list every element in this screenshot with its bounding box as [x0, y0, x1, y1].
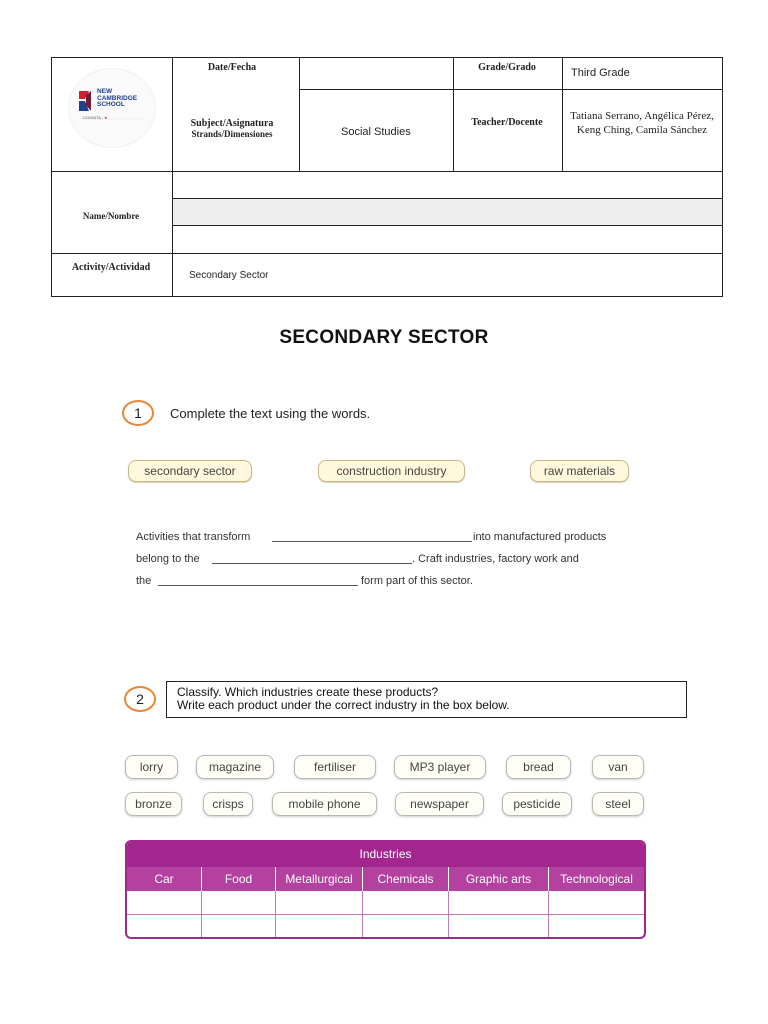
name-field-row-3[interactable] — [172, 225, 722, 250]
school-name-line-3: SCHOOL — [97, 101, 125, 108]
column-metallurgical: Metallurgical — [275, 867, 362, 891]
activity-label: Activity/Actividad — [71, 262, 151, 273]
word-chip-raw-materials[interactable]: raw materials — [530, 460, 629, 482]
subject-label: Subject/Asignatura — [190, 118, 274, 129]
product-chip-crisps[interactable]: crisps — [203, 792, 253, 816]
text-line-1-end: into manufactured products — [473, 531, 607, 543]
exercise-2-number: 2 — [124, 686, 156, 712]
column-technological: Technological — [548, 867, 644, 891]
page-title: SECONDARY SECTOR — [279, 327, 489, 348]
word-chip-construction-industry[interactable]: construction industry — [318, 460, 465, 482]
exercise-2-instruction-box — [166, 681, 687, 718]
product-chip-fertiliser[interactable]: fertiliser — [294, 755, 376, 779]
product-chip-pesticide[interactable]: pesticide — [502, 792, 572, 816]
text-line-2-start: belong to the — [136, 553, 200, 565]
blank-1[interactable] — [272, 541, 472, 542]
industries-answer-cells[interactable] — [127, 891, 644, 937]
column-chemicals: Chemicals — [362, 867, 448, 891]
product-chip-newspaper[interactable]: newspaper — [395, 792, 484, 816]
product-chip-van[interactable]: van — [592, 755, 644, 779]
group-name: COGNITA — [83, 115, 101, 120]
text-line-3-start: the — [136, 575, 152, 587]
exercise-2-instruction-line-1: Classify. Which industries create these products? — [177, 685, 439, 699]
teacher-label: Teacher/Docente — [471, 117, 543, 128]
blank-3[interactable] — [158, 585, 358, 586]
blank-2[interactable] — [212, 563, 412, 564]
product-chip-magazine[interactable]: magazine — [196, 755, 274, 779]
grade-label: Grade/Grado — [478, 62, 536, 73]
name-field-row-2[interactable] — [172, 198, 722, 223]
grade-value: Third Grade — [571, 67, 630, 79]
industries-table — [125, 840, 646, 939]
teacher-names-line-2: Keng Ching, Camila Sánchez — [576, 124, 708, 136]
product-chip-steel[interactable]: steel — [592, 792, 644, 816]
strands-label: Strands/Dimensiones — [191, 129, 273, 139]
column-food: Food — [201, 867, 275, 891]
school-name-line-1: NEW — [97, 88, 113, 95]
text-line-2-end: . Craft industries, factory work and — [412, 553, 579, 565]
school-logo: NEW CAMBRIDGE SCHOOL COGNITA | ★ — [68, 68, 156, 148]
teacher-names-line-1: Tatiana Serrano, Angélica Pérez, — [570, 110, 714, 122]
industries-table-title: Industries — [127, 842, 644, 867]
school-name-line-2: CAMBRIDGE — [97, 94, 138, 102]
subject-value: Social Studies — [341, 126, 411, 138]
text-line-3-end: form part of this sector. — [361, 575, 473, 587]
exercise-1-number: 1 — [122, 400, 154, 426]
exercise-1-instruction: Complete the text using the words. — [170, 406, 371, 421]
product-chip-mobile-phone[interactable]: mobile phone — [272, 792, 377, 816]
word-chip-secondary-sector[interactable]: secondary sector — [128, 460, 252, 482]
industries-header-row — [127, 867, 644, 891]
product-chip-bread[interactable]: bread — [506, 755, 571, 779]
column-graphic-arts: Graphic arts — [448, 867, 548, 891]
name-field-row-1[interactable] — [172, 171, 722, 196]
text-line-1-start: Activities that transform — [136, 531, 251, 543]
exercise-2-instruction-line-2: Write each product under the correct industry in the box below. — [177, 698, 510, 712]
name-label: Name/Nombre — [82, 211, 140, 221]
product-chip-mp3-player[interactable]: MP3 player — [394, 755, 486, 779]
product-chip-bronze[interactable]: bronze — [125, 792, 182, 816]
date-label: Date/Fecha — [207, 62, 257, 73]
column-car: Car — [154, 872, 174, 886]
product-chip-lorry[interactable]: lorry — [125, 755, 178, 779]
activity-value: Secondary Sector — [189, 270, 269, 281]
